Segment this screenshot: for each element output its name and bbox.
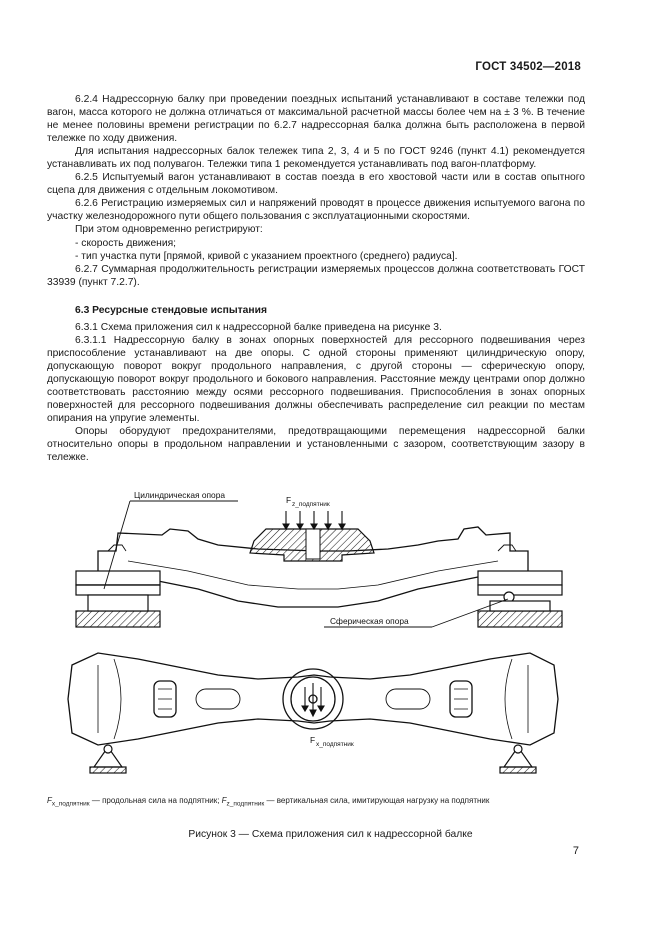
center-plate-hatched <box>250 529 374 561</box>
paragraph-6-2-7: 6.2.7 Суммарная продолжительность регистрации измеряемых процессов должна соответствовать ГОСТ 33939 (пункт 7.2.7). <box>47 263 585 288</box>
label-fz-top: F <box>286 495 292 505</box>
body-text <box>47 93 585 464</box>
list-item-track-type: - тип участка пути [прямой, кривой с указанием проектного (среднего) радиуса]. <box>75 250 458 262</box>
center-plate-force-arrows <box>302 683 324 716</box>
document-code: ГОСТ 34502—2018 <box>475 61 581 73</box>
figure-legend <box>47 795 607 810</box>
paragraph-6-3-1: 6.3.1 Схема приложения сил к надрессорной балке приведена на рисунке 3. <box>75 321 442 333</box>
paragraph-6-2-6-register: При этом одновременно регистрируют: <box>75 224 263 236</box>
legend-fz-subscript: z_подпятник <box>226 800 265 808</box>
label-fx-bottom-subscript: x_подпятник <box>316 741 354 748</box>
paragraph-6-2-4: 6.2.4 Надрессорную балку при проведении поездных испытаний устанавливают в составе тележки под вагон, масса которого не должна отличаться от максимальной расчетной массы более чем на ± 3 %. В течение не менее половины времени регистрации по 6.2.7 надрессорная балка должна быть расположена в первой тележке по ходу движения. <box>47 94 585 145</box>
figure-caption: Рисунок 3 — Схема приложения сил к надрессорной балке <box>188 829 473 840</box>
left-support-cylindrical <box>76 571 160 627</box>
section-heading-6-3: 6.3 Ресурсные стендовые испытания <box>75 304 267 316</box>
bottom-support-left <box>90 745 126 773</box>
paragraph-6-2-6: 6.2.6 Регистрацию измеряемых сил и напряжений проводят в процессе движения испытуемого вагона по участку железнодорожного пути общего пользования с эксплуатационными скоростями. <box>47 198 585 223</box>
paragraph-6-3-1-1-guards: Опоры оборудуют предохранителями, предотвращающими перемещения надрессорной балки относительно опоры в продольном направлении и установленными с зазором, соответствующим зазору в тележке. <box>47 426 585 464</box>
vertical-force-arrows <box>283 511 345 529</box>
figure-bolster-diagram <box>58 489 568 789</box>
paragraph-6-2-4-bogie-types: Для испытания надрессорных балок тележек типа 2, 3, 4 и 5 по ГОСТ 9246 (пункт 4.1) рекомендуется устанавливать их под полувагон. Тележки типа 1 рекомендуется устанавливать под вагон-платформу. <box>47 146 585 171</box>
label-fz-top-subscript: z_подпятник <box>292 501 330 508</box>
legend-fx-text: — продольная сила на подпятник; <box>89 796 222 805</box>
list-item-speed: - скорость движения; <box>75 237 177 249</box>
legend-fz-text: — вертикальная сила, имитирующая нагрузку на подпятник <box>264 796 490 805</box>
paragraph-6-3-1-1: 6.3.1.1 Надрессорную балку в зонах опорных поверхностей для рессорного подвешивания через приспособление устанавливают на две опоры. С одной стороны применяют цилиндрическую опору, допускающую поворот вокруг продольного направления, с другой стороны — сферическую опору, допускающую поворот вокруг продольного и бокового направления. Расстояние между центрами опор должно соответствовать расстоянию между осями рессорного подвешивания. Приспособления в зонах опорных поверхностей для рессорного подвешивания должны обеспечивать распределение сил реакции по местам опирания на упругие элементы. <box>47 334 585 425</box>
label-cylindrical-support: Цилиндрическая опора <box>134 490 226 500</box>
right-support-spherical <box>478 571 562 627</box>
page-number: 7 <box>572 845 579 857</box>
paragraph-6-2-5: 6.2.5 Испытуемый вагон устанавливают в состав поезда в его хвостовой части или в состав опытного сцепа для движения с отдельным локомотивом. <box>47 172 585 197</box>
legend-fx-subscript: x_подпятник <box>51 800 90 808</box>
bottom-support-right <box>500 745 536 773</box>
legend-fx-symbol: F <box>47 796 52 805</box>
label-fx-bottom: F <box>310 735 316 745</box>
label-spherical-support: Сферическая опора <box>330 616 409 626</box>
legend-fz-symbol: F <box>221 796 227 805</box>
